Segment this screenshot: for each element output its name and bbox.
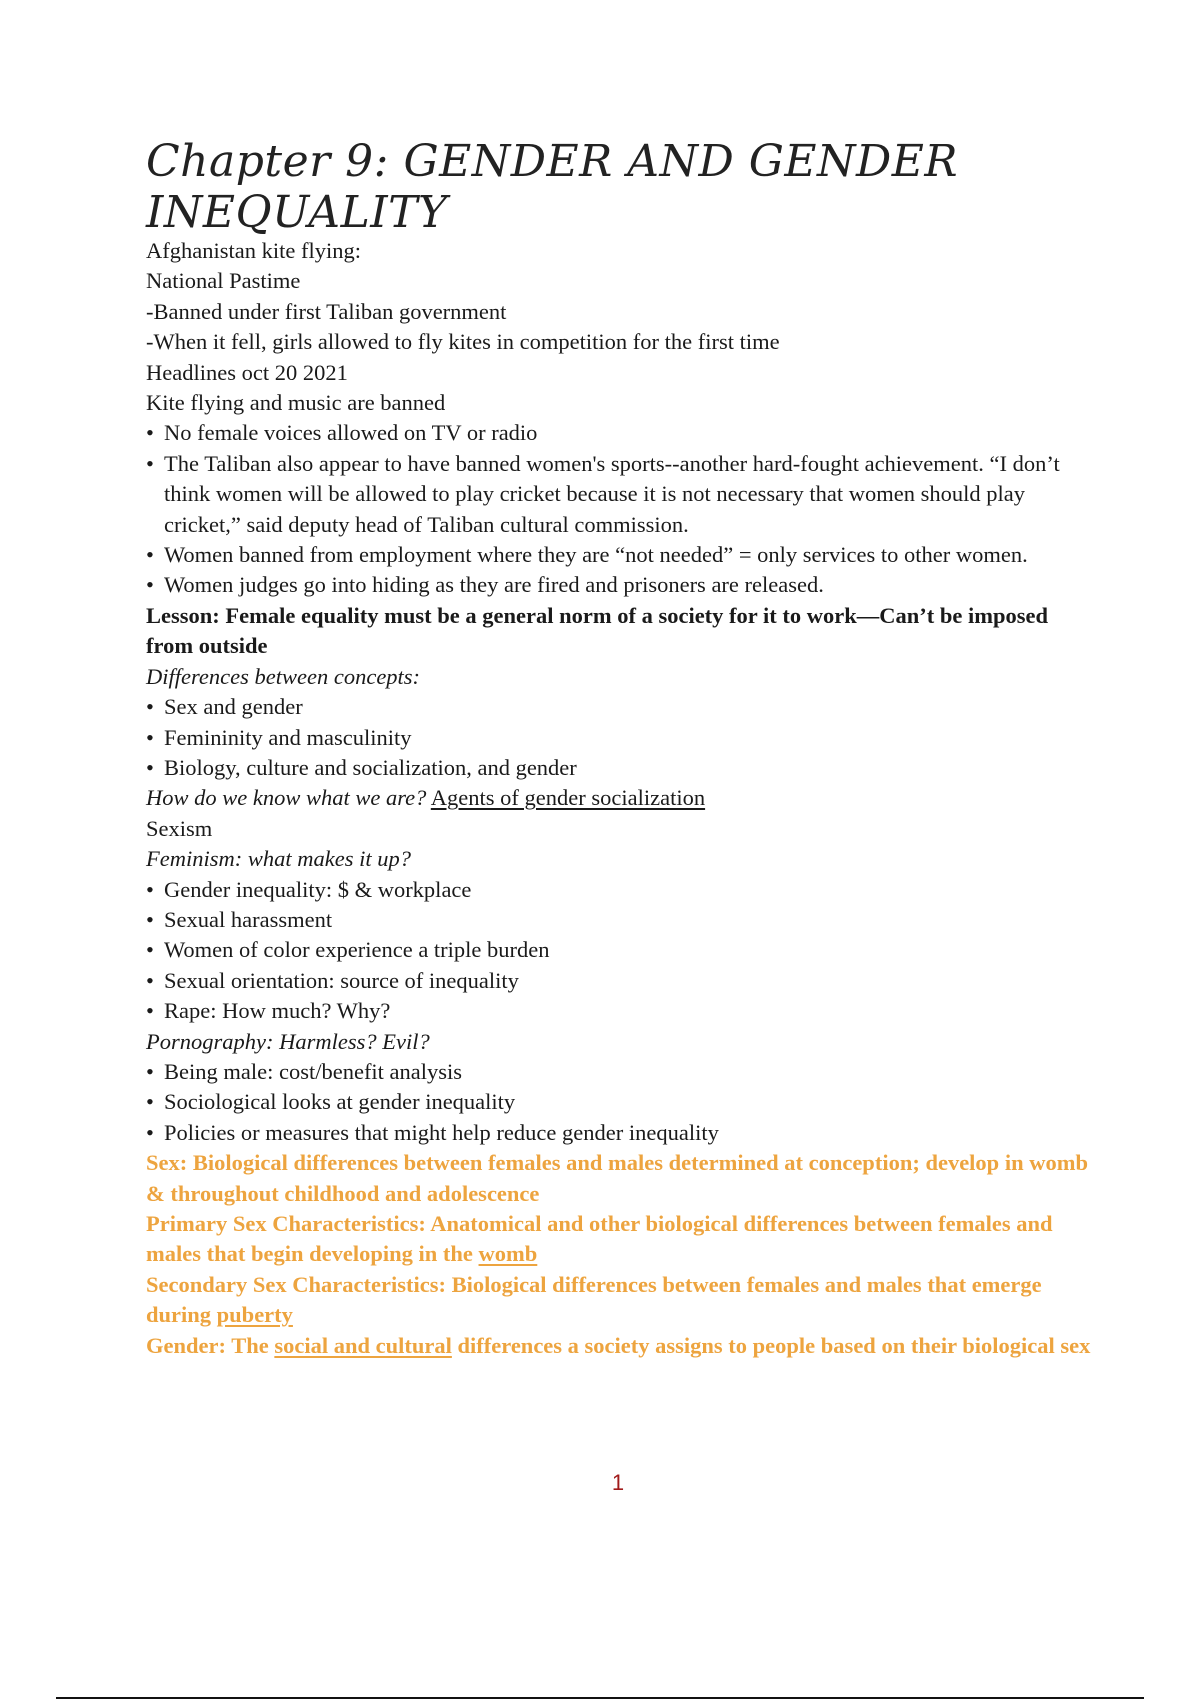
pornography-heading: Pornography: Harmless? Evil? <box>146 1028 430 1054</box>
list-item: • Gender inequality: $ & workplace <box>146 875 1096 905</box>
definition-text: differences a society assigns to people based on their biological sex <box>457 1332 1091 1358</box>
sexism-line: Sexism <box>146 815 213 841</box>
pornography-list <box>146 1057 1096 1148</box>
lesson-statement: Lesson: Female equality must be a general norm of a society for it to work—Can’t be imposed from outside <box>146 602 1048 659</box>
how-line <box>146 783 1096 813</box>
list-item: • The Taliban also appear to have banned women's sports--another hard-fought achievement. “I don’t think women will be allowed to play cricket because it is not necessary that women should play cricket,” said deputy head of Taliban cultural commission. <box>146 449 1096 540</box>
underlined-term: puberty <box>216 1302 293 1328</box>
list-item: • Policies or measures that might help reduce gender inequality <box>146 1118 1096 1148</box>
definition-text: Gender: The <box>146 1332 269 1358</box>
definition-secondary-sex <box>146 1270 1096 1331</box>
list-item: • Sexual orientation: source of inequality <box>146 966 1096 996</box>
intro-line: -When it fell, girls allowed to fly kites in competition for the first time <box>146 329 780 355</box>
list-item: • Rape: How much? Why? <box>146 996 1096 1026</box>
intro-line: -Banned under first Taliban government <box>146 298 507 324</box>
definition-sex: Sex: Biological differences between females and males determined at conception; develop in womb & throughout childhood and adolescence <box>146 1150 1088 1206</box>
list-item: • Sociological looks at gender inequality <box>146 1087 1096 1117</box>
list-item: • No female voices allowed on TV or radio <box>146 418 1096 448</box>
agents-socialization-link[interactable]: Agents of gender socialization <box>430 785 706 811</box>
list-item: • Femininity and masculinity <box>146 723 1096 753</box>
headline-bullet-list <box>146 418 1096 600</box>
intro-line: National Pastime <box>146 268 301 294</box>
list-item: • Women judges go into hiding as they are fired and prisoners are released. <box>146 570 1096 600</box>
intro-line: Kite flying and music are banned <box>146 390 446 416</box>
intro-line: Afghanistan kite flying: <box>146 238 361 263</box>
page-title: Chapter 9: GENDER AND GENDER INEQUALITY <box>146 136 959 238</box>
bottom-divider <box>56 1697 1144 1699</box>
page-number: 1 <box>611 1470 625 1495</box>
intro-line: Headlines oct 20 2021 <box>146 359 348 385</box>
list-item: • Being male: cost/benefit analysis <box>146 1057 1096 1087</box>
feminism-heading: Feminism: what makes it up? <box>146 846 411 872</box>
feminism-list <box>146 875 1096 1027</box>
list-item: • Sexual harassment <box>146 905 1096 935</box>
underlined-term: womb <box>478 1241 538 1267</box>
list-item: • Biology, culture and socialization, and gender <box>146 753 1096 783</box>
definition-text: Primary Sex Characteristics: Anatomical and other biological differences between females and males that begin developing in the <box>146 1211 1053 1267</box>
notes-body <box>146 236 1096 1361</box>
list-item: • Women of color experience a triple burden <box>146 935 1096 965</box>
list-item: • Women banned from employment where they are “not needed” = only services to other women. <box>146 540 1096 570</box>
concepts-heading: Differences between concepts: <box>146 663 421 689</box>
how-question: How do we know what we are? <box>146 785 427 811</box>
definition-text: Secondary Sex Characteristics: Biological differences between females and males that emerge during <box>146 1271 1042 1328</box>
list-item: • Sex and gender <box>146 692 1096 722</box>
definition-gender <box>146 1331 1096 1361</box>
definition-primary-sex <box>146 1209 1096 1270</box>
underlined-term: social and cultural <box>274 1332 452 1358</box>
concepts-list <box>146 692 1096 783</box>
